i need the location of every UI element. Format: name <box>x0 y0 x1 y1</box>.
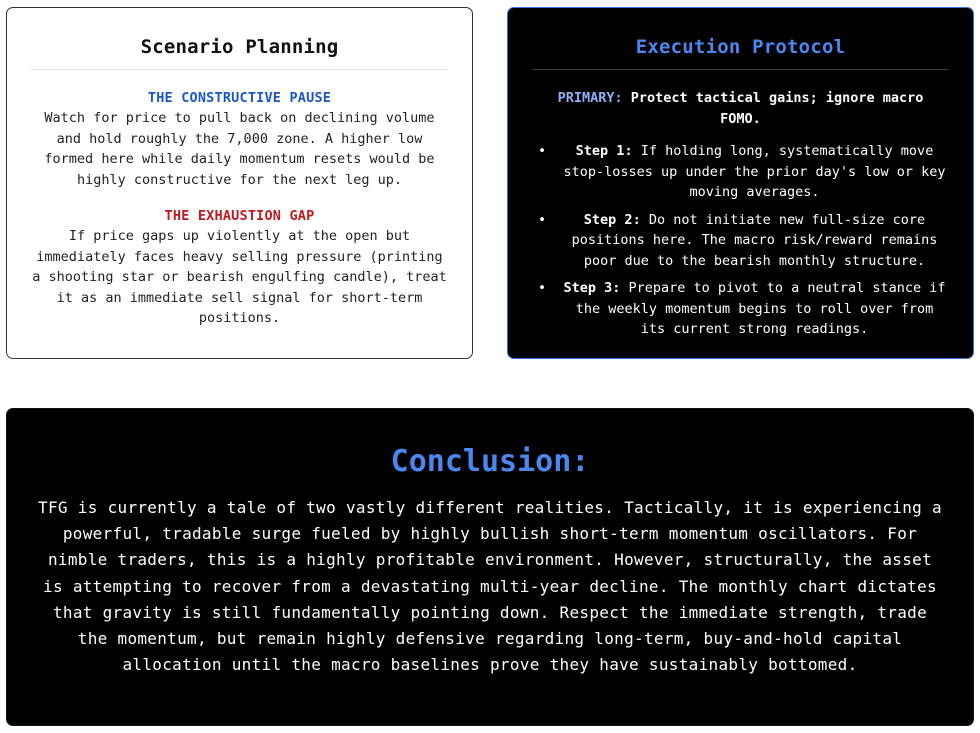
execution-title: Execution Protocol <box>635 36 846 58</box>
execution-protocol-card <box>507 7 974 359</box>
bullet-icon: • <box>538 280 547 296</box>
step-text: Do not initiate new full-size core positions here. The macro risk/reward remains poor due to the bearish monthly structure. <box>571 211 938 269</box>
steps-list <box>532 141 949 340</box>
execution-divider <box>532 69 949 70</box>
primary-text: Protect tactical gains; ignore macro FOMO. <box>630 90 924 127</box>
conclusion-text: TFG is currently a tale of two vastly different realities. Tactically, it is experiencing a powerful, tradable surge fueled by highly bullish short-term momentum oscillators. For nimble traders, this is a highly profitable environment. However, structurally, the asset is attempting to recover from a devastating multi-year decline. The monthly chart dictates that gravity is still fundamentally pointing down. Respect the immediate strength, trade the momentum, but remain highly defensive regarding long-term, buy-and-hold capital allocation until the macro baselines prove they have sustainably bottomed. <box>38 498 942 675</box>
constructive-pause-text: Watch for price to pull back on declining volume and hold roughly the 7,000 zone. A higher low formed here while daily momentum resets would be highly constructive for the next leg up. <box>44 110 435 188</box>
exhaustion-gap-text: If price gaps up violently at the open but immediately faces heavy selling pressure (printing a shooting star or bearish engulfing candle), treat it as an immediate sell signal for short-term positions. <box>32 228 447 326</box>
list-item <box>532 210 949 272</box>
conclusion-card <box>6 408 974 726</box>
primary-directive <box>532 88 949 129</box>
scenario-planning-card <box>6 7 473 359</box>
list-item <box>532 278 949 340</box>
primary-label: PRIMARY: <box>557 90 623 106</box>
step-label: Step 2: <box>583 211 641 228</box>
conclusion-title: Conclusion: <box>390 444 590 479</box>
bullet-icon: • <box>538 211 547 228</box>
step-label: Step 1: <box>575 143 633 159</box>
scenario-divider <box>31 69 448 70</box>
step-label: Step 3: <box>563 280 621 296</box>
scenario-title: Scenario Planning <box>140 36 339 58</box>
list-item <box>532 141 949 203</box>
step-text: Prepare to pivot to a neutral stance if the weekly momentum begins to roll over from its current strong readings. <box>575 280 946 337</box>
constructive-pause-heading: THE CONSTRUCTIVE PAUSE <box>147 90 332 106</box>
step-text: If holding long, systematically move stop-losses up under the prior day's low or key moving averages. <box>563 143 946 200</box>
bullet-icon: • <box>538 143 547 159</box>
exhaustion-gap-heading: THE EXHAUSTION GAP <box>164 208 315 224</box>
